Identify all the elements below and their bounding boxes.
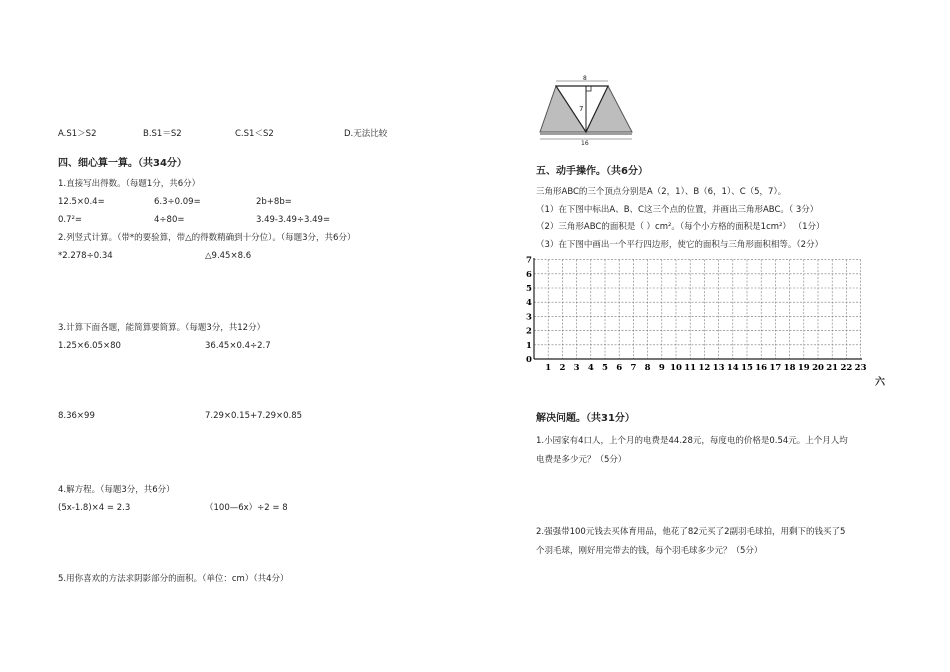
x-tick-label: 15: [741, 363, 753, 373]
top-length-label: 8: [583, 75, 587, 82]
q3-item: 36.45×0.4÷2.7: [205, 341, 271, 351]
problem-2-line-1: 2.强强带100元钱去买体育用品，他花了82元买了2副羽毛球拍，用剩下的钱买了5: [536, 527, 846, 537]
y-tick-labels: [526, 256, 532, 365]
q3-item: 8.36×99: [58, 411, 95, 421]
x-tick-label: 23: [854, 363, 867, 373]
x-tick-label: 18: [783, 363, 796, 373]
x-tick-label: 9: [658, 363, 665, 373]
q3-item: 7.29×0.15+7.29×0.85: [205, 411, 303, 421]
x-tick-label: 1: [545, 363, 552, 373]
section-5-item: （2）三角形ABC的面积是（ ）cm²。（每个小方格的面积是1cm²） （1分）: [536, 222, 825, 232]
x-tick-label: 7: [630, 363, 637, 373]
section-5-item: （1）在下图中标出A、B、C这三个点的位置，并画出三角形ABC。（ 3分）: [536, 205, 819, 215]
section-6-title: 解决问题。（共31分）: [536, 413, 635, 424]
section-6-number: 六: [875, 377, 885, 388]
x-tick-label: 17: [769, 363, 782, 373]
q2-title: 2.列竖式计算。（带*的要验算，带△的得数精确到十分位）。（每题3分，共6分）: [58, 233, 356, 243]
coordinate-grid: [520, 256, 875, 376]
x-tick-label: 16: [755, 363, 768, 373]
y-tick-label: 7: [526, 256, 532, 266]
x-tick-label: 8: [644, 363, 651, 373]
problem-2-line-2: 个羽毛球，刚好用完带去的钱，每个羽毛球多少元？（5分）: [536, 546, 763, 556]
x-tick-label: 10: [670, 363, 682, 373]
y-tick-label: 0: [526, 355, 532, 365]
x-tick-label: 14: [726, 363, 739, 373]
section-4-title: 四、细心算一算。（共34分）: [58, 158, 187, 169]
q2-item: *2.278÷0.34: [58, 251, 113, 261]
q2-item: △9.45×8.6: [205, 251, 252, 261]
x-tick-label: 6: [616, 363, 623, 373]
choice-b: B.S1＝S2: [143, 129, 182, 139]
trapezoid-figure: [536, 74, 636, 146]
x-tick-label: 22: [840, 363, 853, 373]
problem-1-line-2: 电费是多少元？（5分）: [536, 455, 627, 465]
q1-item: 3.49-3.49÷3.49=: [256, 215, 331, 225]
x-tick-label: 13: [712, 363, 725, 373]
choice-d: D.无法比较: [344, 129, 388, 139]
y-tick-label: 4: [526, 298, 532, 309]
q4-item: （100—6x）÷2 = 8: [205, 503, 288, 513]
section-5-intro: 三角形ABC的三个顶点分别是A（2，1）、B（6，1）、C（5，7）。: [536, 187, 787, 197]
height-label: 7: [579, 105, 584, 113]
y-tick-label: 6: [526, 269, 532, 280]
x-tick-label: 20: [812, 363, 824, 373]
problem-1-line-1: 1.小园家有4口人，上个月的电费是44.28元，每度电的价格是0.54元。上个月人均: [536, 436, 848, 446]
x-tick-label: 19: [797, 363, 810, 373]
x-tick-label: 3: [573, 363, 580, 373]
x-tick-label: 2: [559, 363, 566, 373]
bottom-length-label: 16: [581, 140, 589, 146]
x-tick-labels: [545, 363, 866, 373]
x-tick-label: 12: [698, 363, 711, 373]
x-tick-label: 21: [826, 363, 839, 373]
q1-item: 12.5×0.4=: [58, 197, 105, 207]
q1-item: 4÷80=: [154, 215, 185, 225]
x-tick-label: 4: [587, 363, 594, 373]
q4-item: (5x-1.8)×4 = 2.3: [58, 503, 131, 513]
y-tick-label: 1: [526, 340, 532, 351]
x-tick-label: 5: [602, 363, 608, 373]
q5-title: 5.用你喜欢的方法求阴影部分的面积。（单位：cm）（共4分）: [58, 574, 289, 584]
section-5-item: （3）在下图中画出一个平行四边形，使它的面积与三角形面积相等。（2分）: [536, 240, 824, 250]
q4-title: 4.解方程。（每题3分，共6分）: [58, 485, 175, 495]
q3-title: 3.计算下面各题，能简算要简算。（每题3分，共12分）: [58, 323, 266, 333]
section-5-title: 五、动手操作。（共6分）: [536, 166, 648, 177]
q1-title: 1.直接写出得数。（每题1分，共6分）: [58, 179, 201, 189]
x-tick-label: 11: [684, 363, 697, 373]
y-tick-label: 2: [526, 326, 532, 337]
q1-item: 2b+8b=: [256, 197, 292, 207]
choice-c: C.S1＜S2: [235, 129, 274, 139]
y-tick-label: 5: [526, 284, 532, 294]
grid-lines: [534, 260, 861, 359]
y-tick-label: 3: [526, 312, 532, 323]
q1-item: 0.7²=: [58, 215, 83, 225]
choice-a: A.S1＞S2: [58, 129, 97, 139]
q1-item: 6.3÷0.09=: [154, 197, 201, 207]
q3-item: 1.25×6.05×80: [58, 341, 121, 351]
